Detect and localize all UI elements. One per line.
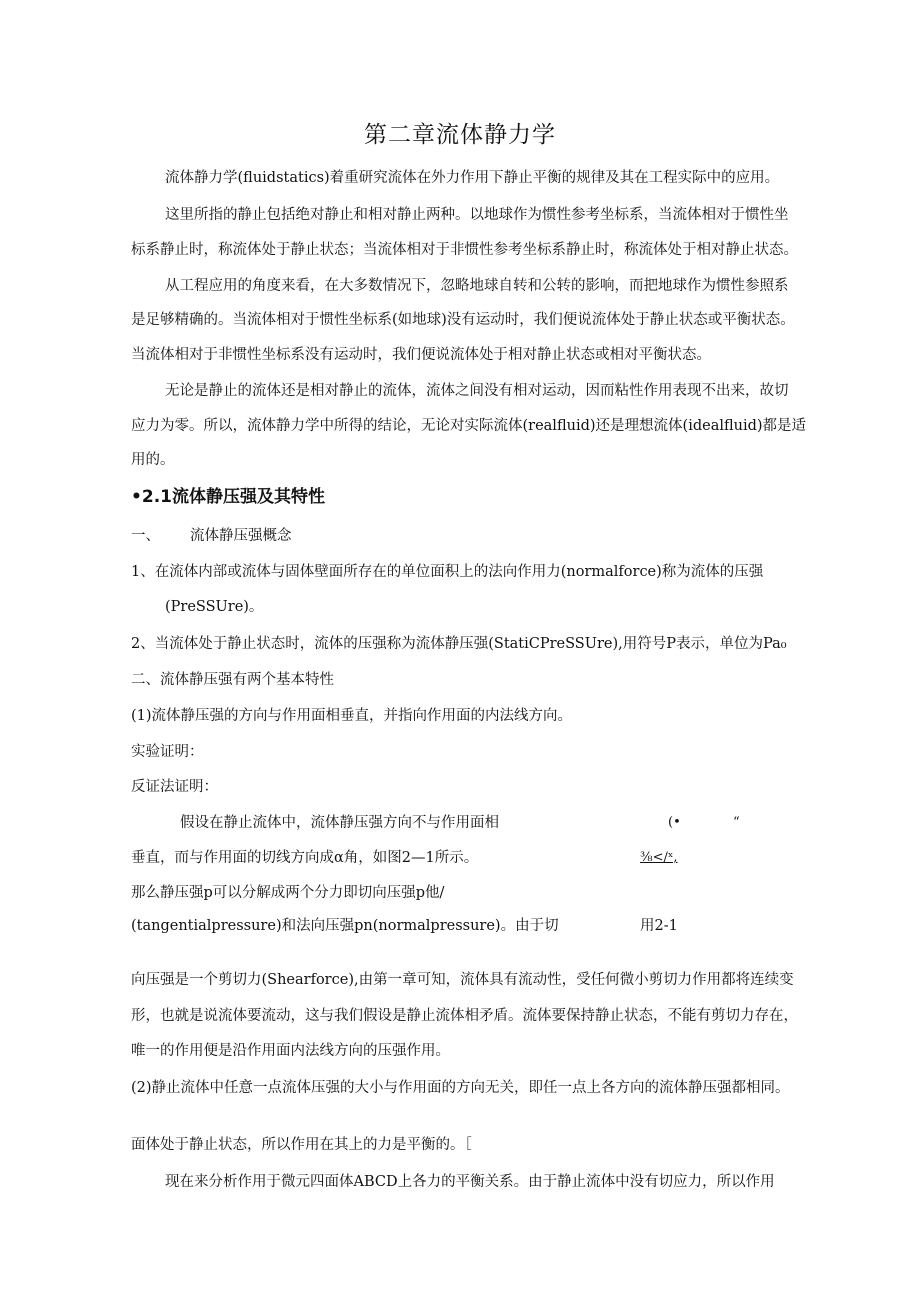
intro-paragraph-3-line-2: 是足够精确的。当流体相对于惯性坐标系(如地球)没有运动时，我们便说流体处于静止状态或平衡状态。 — [131, 312, 795, 328]
item-2: 2、当流体处于静止状态时，流体的压强称为流体静压强(StatiCPreSSUre),用符号P表示，单位为Pa₀ — [131, 636, 787, 652]
contradiction-proof-label: 反证法证明： — [131, 779, 218, 795]
figure-fragment-3: ⅜<∕ˣ, — [640, 850, 678, 865]
continuation-line-2: 形，也就是说流体要流动，这与我们假设是静止流体相矛盾。流体要保持静止状态，不能有剪切力存在， — [131, 1008, 798, 1024]
subsection-title-1: 流体静压强概念 — [190, 528, 292, 544]
subsection-number-1: 一、 — [131, 528, 160, 544]
continuation-line-3: 唯一的作用便是沿作用面内法线方向的压强作用。 — [131, 1043, 450, 1059]
equilibrium-line: 面体处于静止状态，所以作用在其上的力是平衡的。［ — [131, 1137, 472, 1153]
page-title: 第二章流体静力学 — [364, 122, 556, 148]
subsection-title-2: 二、流体静压强有两个基本特性 — [131, 672, 334, 688]
property-1: (1)流体静压强的方向与作用面相垂直，并指向作用面的内法线方向。 — [131, 708, 573, 724]
intro-paragraph-4-line-2: 应力为零。所以，流体静力学中所得的结论，无论对实际流体(realfluid)还是理想流体(idealfluid)都是适 — [131, 418, 807, 434]
intro-paragraph-1: 流体静力学(fluidstatics)着重研究流体在外力作用下静止平衡的规律及其在工程实际中的应用。 — [165, 170, 780, 186]
proof-line-4: (tangentialpressure)和法向压强pn(normalpressure)。由于切 — [131, 918, 559, 934]
intro-paragraph-4-line-3: 用的。 — [131, 452, 175, 468]
experimental-proof-label: 实验证明： — [131, 744, 204, 760]
section-heading: •2.1流体静压强及其特性 — [131, 487, 325, 507]
item-1-line-1: 1、在流体内部或流体与固体壁面所存在的单位面积上的法向作用力(normalforce)称为流体的压强 — [131, 564, 764, 580]
figure-caption: 用2-1 — [640, 918, 678, 934]
figure-fragment-2: “ — [733, 815, 740, 830]
property-2: (2)静止流体中任意一点流体压强的大小与作用面的方向无关，即任一点上各方向的流体静压强都相同。 — [131, 1080, 790, 1096]
proof-line-2: 垂直，而与作用面的切线方向成α角，如图2—1所示。 — [131, 850, 479, 866]
proof-line-3: 那么静压强p可以分解成两个分力即切向压强p他/ — [131, 885, 445, 901]
proof-line-1: 假设在静止流体中，流体静压强方向不与作用面相 — [180, 815, 499, 831]
intro-paragraph-3-line-3: 当流体相对于非惯性坐标系没有运动时，我们便说流体处于相对静止状态或相对平衡状态。 — [131, 347, 711, 363]
continuation-line-1: 向压强是一个剪切力(Shearforce),由第一章可知，流体具有流动性，受任何微小剪切力作用都将连续变 — [131, 972, 794, 988]
intro-paragraph-2-line-2: 标系静止时，称流体处于静止状态；当流体相对于非惯性参考坐标系静止时，称流体处于相对静止状态。 — [131, 242, 798, 258]
intro-paragraph-4-line-1: 无论是静止的流体还是相对静止的流体，流体之间没有相对运动，因而粘性作用表现不出来，故切 — [165, 383, 789, 399]
intro-paragraph-2-line-1: 这里所指的静止包括绝对静止和相对静止两种。以地球作为惯性参考坐标系，当流体相对于惯性坐 — [165, 207, 789, 223]
figure-fragment-1: (• — [668, 815, 681, 830]
analysis-line: 现在来分析作用于微元四面体ABCD上各力的平衡关系。由于静止流体中没有切应力，所以作用 — [165, 1174, 775, 1190]
item-1-line-2: (PreSSUre)。 — [165, 599, 264, 615]
intro-paragraph-3-line-1: 从工程应用的角度来看，在大多数情况下，忽略地球自转和公转的影响，而把地球作为惯性参照系 — [165, 278, 789, 294]
